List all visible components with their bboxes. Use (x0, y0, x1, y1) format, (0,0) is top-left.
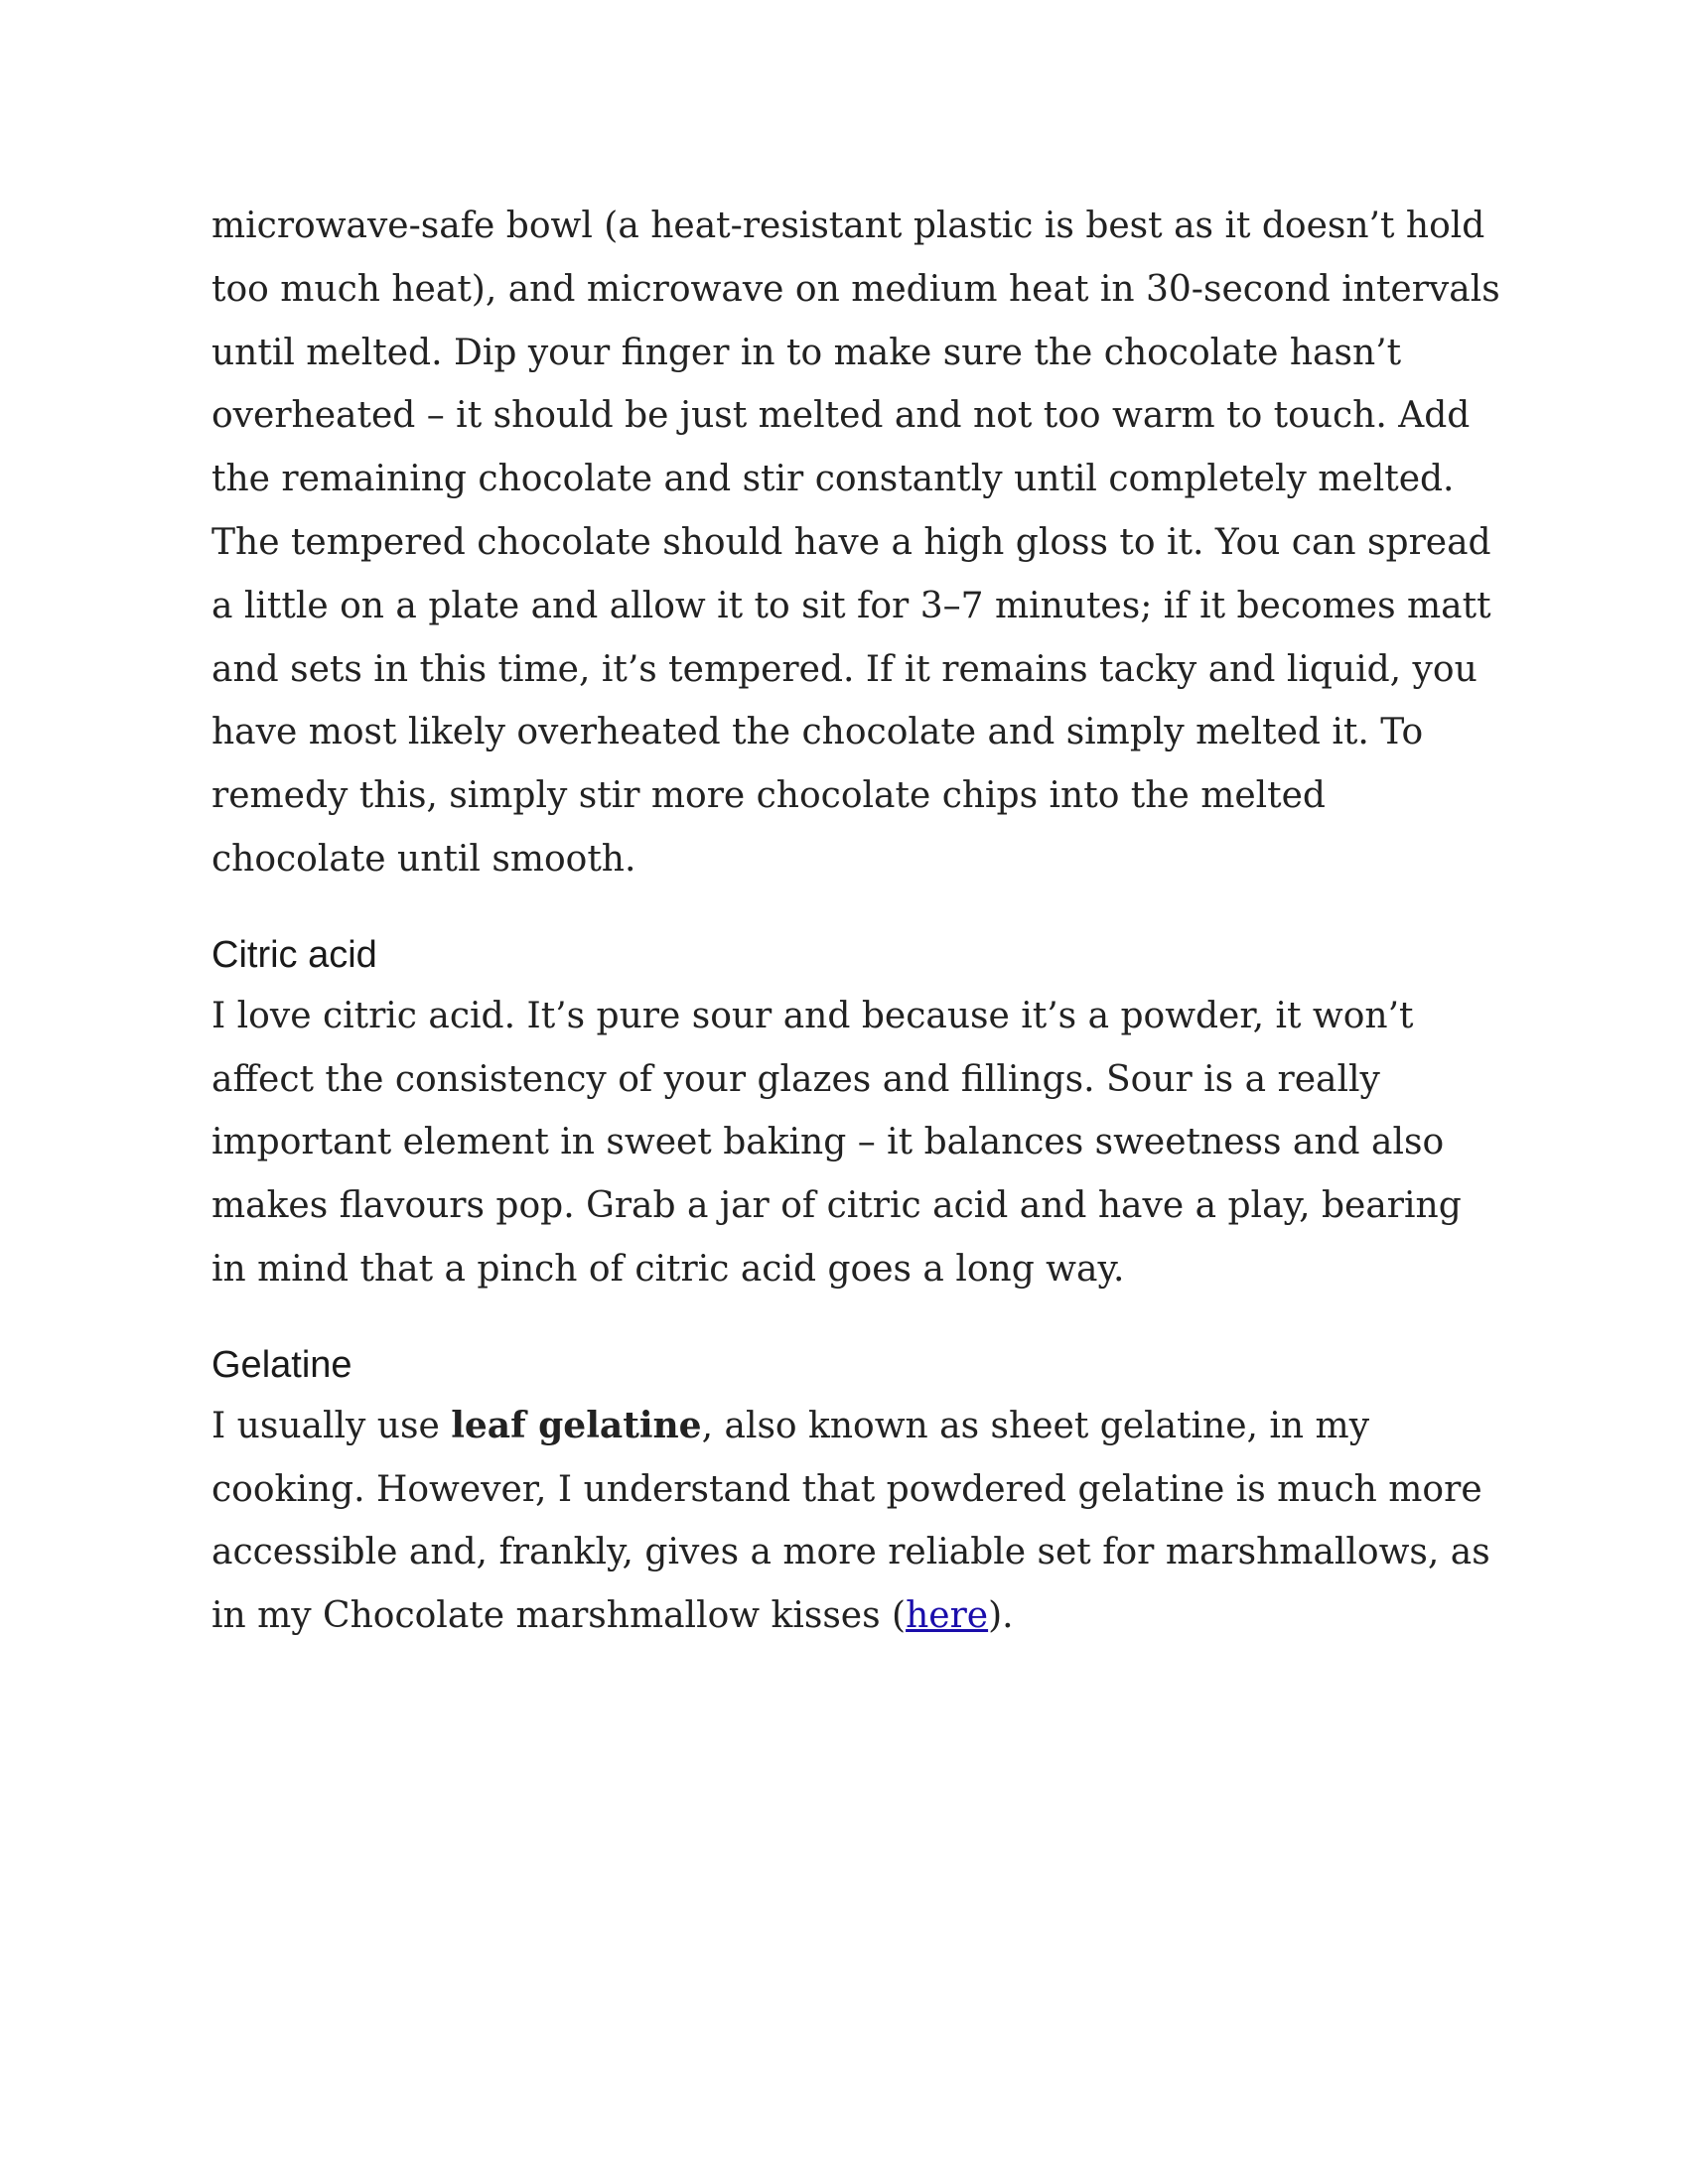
gelatine-text-end: ). (988, 1595, 1014, 1637)
tempering-paragraph: microwave-safe bowl (a heat-resistant plastic is best as it doesn’t hold too much heat), and microwave on medium heat in 30-second intervals until melted. Dip your finger in to make sure the chocolate hasn’t overheated – it should be just melted and not too warm to touch. Add the remaining chocolate and stir constantly until completely melted. The tempered chocolate should have a high gloss to it. You can spread a little on a plate and allow it to sit for 3–7 minutes; if it becomes matt and sets in this time, it’s tempered. If it remains tacky and liquid, you have most likely overheated the chocolate and simply melted it. To remedy this, simply stir more chocolate chips into the melted chocolate until smooth. (211, 205, 1500, 880)
gelatine-heading: Gelatine (211, 1343, 352, 1386)
citric-acid-paragraph: I love citric acid. It’s pure sour and because it’s a powder, it won’t affect the consistency of your glazes and fillings. Sour is a really important element in sweet baking – it balances sweetness and also makes flavours pop. Grab a jar of citric acid and have a play, bearing in mind that a pinch of citric acid goes a long way. (211, 995, 1462, 1290)
gelatine-text-middle: , also known as sheet gelatine, in my cooking. However, I understand that powdered gelatine is much more accessible and, frankly, gives a more reliable set for marshmallows, as in my Chocolate marshmallow kisses ( (211, 1405, 1490, 1637)
document-page (211, 195, 1502, 1648)
gelatine-text-start: I usually use (211, 1405, 452, 1446)
here-link[interactable]: here (906, 1595, 989, 1637)
gelatine-paragraph (211, 1395, 1502, 1648)
leaf-gelatine-bold: leaf gelatine (451, 1404, 702, 1446)
citric-acid-heading: Citric acid (211, 933, 377, 976)
